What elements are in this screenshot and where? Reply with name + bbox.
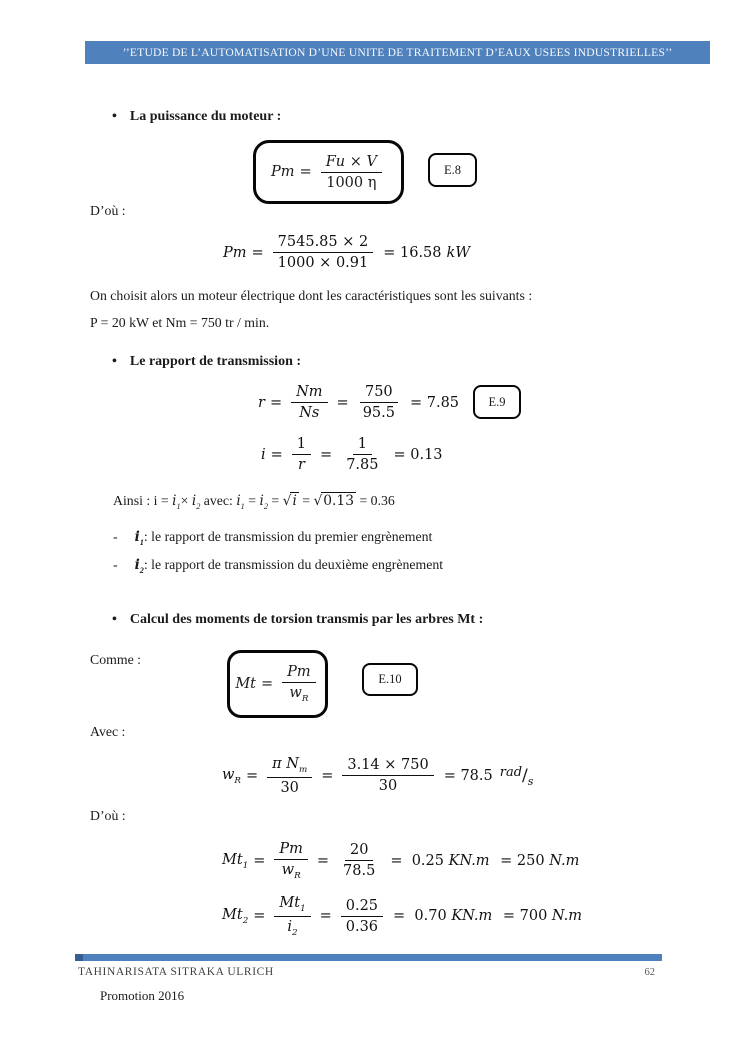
fraction-numerator: 1 xyxy=(292,436,311,455)
radicand: i xyxy=(292,493,297,509)
text-fragment: Ainsi : i = xyxy=(113,493,173,508)
fraction-denominator: 78.5 xyxy=(343,863,376,880)
math-var xyxy=(222,907,248,926)
subscript: 1 xyxy=(240,501,245,511)
math-unit-rad-per-s xyxy=(500,766,534,786)
unit-denominator: s xyxy=(527,774,534,788)
subscript: R xyxy=(294,870,301,881)
unit-slash: / xyxy=(522,765,528,786)
fraction-numerator xyxy=(274,895,310,917)
fraction-numerator: 0.25 xyxy=(341,898,383,917)
subscript: 2 xyxy=(196,501,201,511)
equation-pm-value xyxy=(223,234,470,271)
equation-wr xyxy=(222,756,533,796)
math-var: Mt xyxy=(235,676,256,692)
math-var: w xyxy=(289,685,302,702)
math-result: = 0.25 xyxy=(390,852,449,869)
math-var: Mt xyxy=(279,895,301,911)
subscript: 2 xyxy=(139,565,144,575)
math-result: = 0.13 xyxy=(393,446,443,463)
footer-divider-cap xyxy=(75,954,83,961)
equals-sign: = xyxy=(267,493,283,508)
footer-author: TAHINARISATA SITRAKA ULRICH xyxy=(78,966,274,978)
fraction xyxy=(274,895,310,938)
equation-label-e8 xyxy=(428,153,477,187)
equation-i xyxy=(261,436,443,473)
equals-sign: = xyxy=(320,446,333,463)
math-var: Pm xyxy=(271,164,295,180)
label-text: E.9 xyxy=(488,394,506,409)
heading-text: Calcul des moments de torsion transmis par les arbres Mt : xyxy=(129,612,484,627)
equals-sign: = xyxy=(321,767,334,784)
fraction xyxy=(321,154,382,191)
formula-box-e8 xyxy=(253,140,404,204)
equals-sign: = xyxy=(316,852,330,869)
fraction-numerator: 750 xyxy=(360,384,398,403)
math-var: i xyxy=(134,529,140,545)
footer-divider xyxy=(75,954,662,961)
math-result: = 250 xyxy=(495,852,550,869)
fraction-denominator xyxy=(277,860,306,881)
fraction-denominator: 1000 η xyxy=(326,174,377,191)
label-text: E.10 xyxy=(378,672,402,686)
fraction xyxy=(338,842,380,879)
subscript: m xyxy=(298,764,308,775)
subscript: R xyxy=(301,693,309,704)
math-var: r xyxy=(258,394,265,411)
math-result: = 0.70 xyxy=(393,908,452,925)
math-var: i xyxy=(261,446,266,463)
connector-comme: Comme : xyxy=(90,652,141,667)
formula-box-e10 xyxy=(227,650,328,718)
equals-sign: = xyxy=(253,852,266,869)
unit-numerator: rad xyxy=(499,764,523,780)
math-var: w xyxy=(222,766,235,783)
equation-label-e9 xyxy=(473,385,521,419)
fraction-numerator xyxy=(267,756,312,778)
subscript: 1 xyxy=(242,860,249,871)
subscript: 1 xyxy=(139,537,144,547)
subscript: 1 xyxy=(176,501,181,511)
footer-promotion: Promotion 2016 xyxy=(100,988,185,1003)
line-ainsi xyxy=(113,493,395,511)
header-title: ’’ETUDE DE L’AUTOMATISATION D’UNE UNITE DE TRAITEMENT D’EAUX USEES INDUSTRIELLES’’ xyxy=(122,46,673,59)
fraction xyxy=(267,756,312,796)
fraction xyxy=(341,898,383,935)
fraction-denominator: 95.5 xyxy=(362,405,395,421)
fraction-numerator: Nm xyxy=(291,384,327,403)
dash-marker: - xyxy=(113,529,118,544)
label-text: E.8 xyxy=(443,162,461,177)
text-fragment: avec: xyxy=(200,493,237,508)
fraction xyxy=(273,234,374,271)
fraction-numerator: Pm xyxy=(282,664,316,683)
equation-mt1 xyxy=(222,841,579,881)
math-var: i xyxy=(259,493,264,509)
fraction-numerator: Fu × V xyxy=(321,154,382,173)
fraction-numerator: Pm xyxy=(274,841,308,860)
subscript: 2 xyxy=(292,927,298,938)
fraction xyxy=(291,384,327,421)
fraction-denominator: 1000 × 0.91 xyxy=(277,255,369,271)
subscript: 2 xyxy=(242,915,249,926)
math-unit: N.m xyxy=(549,852,580,869)
fraction xyxy=(341,436,383,473)
fraction xyxy=(292,436,311,473)
math-var: i xyxy=(287,918,293,935)
footer-page-number: 62 xyxy=(644,967,655,978)
equals-sign: = xyxy=(269,394,283,411)
math-var: i xyxy=(172,493,177,509)
math-var: Pm xyxy=(223,244,247,261)
fraction-denominator: 30 xyxy=(280,779,299,796)
equals-sign: = xyxy=(253,908,266,925)
equation-r xyxy=(258,384,459,421)
equation-label-e10 xyxy=(362,663,418,696)
math-result: = 78.5 xyxy=(443,767,493,784)
subscript: 1 xyxy=(300,903,306,914)
fraction-numerator: 7545.85 × 2 xyxy=(273,234,374,253)
heading-text: Le rapport de transmission : xyxy=(129,354,302,369)
equals-sign: = xyxy=(244,493,260,508)
fraction-denominator: 30 xyxy=(378,778,398,795)
paragraph-motor-choice: On choisit alors un moteur électrique dont les caractéristiques sont les suivants : xyxy=(90,288,533,303)
bullet-icon: • xyxy=(112,109,117,124)
math-result: = 0.36 xyxy=(356,493,395,508)
fraction xyxy=(342,757,433,794)
section-heading-torsion xyxy=(112,612,483,628)
math-unit: KN.m xyxy=(448,852,490,869)
math-result: = 16.58 xyxy=(383,244,442,261)
dash-marker: - xyxy=(113,557,118,572)
definition-body xyxy=(135,557,444,575)
subscript: R xyxy=(234,775,241,786)
equation-mt2 xyxy=(222,895,582,938)
heading-text: La puissance du moteur : xyxy=(129,109,282,124)
definition-body xyxy=(135,529,433,547)
fraction-denominator: 7.85 xyxy=(346,457,379,473)
equals-sign: = xyxy=(319,908,332,925)
fraction-denominator xyxy=(284,683,313,704)
fraction-denominator xyxy=(282,917,302,938)
equals-sign: = xyxy=(299,164,312,180)
fraction-numerator: 1 xyxy=(353,436,372,455)
definition-i2 xyxy=(113,557,443,575)
math-unit: KN.m xyxy=(451,908,493,925)
bullet-icon: • xyxy=(112,354,117,369)
definition-text: : le rapport de transmission du deuxième engrènement xyxy=(143,557,444,572)
connector-dou-2: D’où : xyxy=(90,808,126,823)
connector-dou-1: D’où : xyxy=(90,203,126,218)
times-sign: × xyxy=(180,493,192,508)
math-result: = 7.85 xyxy=(409,394,460,411)
fraction-numerator: 20 xyxy=(345,842,373,861)
math-unit: N.m xyxy=(551,908,583,925)
math-var: i xyxy=(134,557,140,573)
equals-sign: = xyxy=(251,244,264,261)
section-heading-ratio xyxy=(112,354,301,370)
fraction xyxy=(274,841,308,881)
fraction-denominator: Ns xyxy=(299,405,320,421)
fraction xyxy=(358,384,400,421)
equals-sign: = xyxy=(261,676,274,692)
equals-sign: = xyxy=(245,767,259,784)
connector-avec: Avec : xyxy=(90,724,126,739)
math-var: Mt xyxy=(222,906,243,923)
math-var: Mt xyxy=(222,851,243,868)
paragraph-motor-specs: P = 20 kW et Nm = 750 tr / min. xyxy=(90,315,270,330)
definition-i1 xyxy=(113,529,432,547)
math-var: i xyxy=(191,493,197,509)
equals-sign: = xyxy=(298,493,314,508)
math-var: i xyxy=(236,493,241,509)
fraction-numerator: 3.14 × 750 xyxy=(342,757,433,776)
radicand: 0.13 xyxy=(323,493,354,509)
fraction-denominator: 0.36 xyxy=(345,918,379,935)
math-unit: kW xyxy=(446,244,471,261)
math-result: = 700 xyxy=(498,908,552,925)
fraction xyxy=(282,664,316,704)
math-var xyxy=(222,767,241,786)
subscript: 2 xyxy=(263,501,268,511)
section-heading-power xyxy=(112,109,281,125)
page-header-bar xyxy=(85,41,710,64)
definition-text: : le rapport de transmission du premier engrènement xyxy=(143,529,433,544)
sqrt-symbol: √ xyxy=(282,493,292,509)
math-var xyxy=(222,852,248,871)
math-var: π N xyxy=(272,756,299,772)
math-var: w xyxy=(281,862,295,878)
bullet-icon: • xyxy=(112,612,117,627)
sqrt-symbol: √ xyxy=(313,493,323,509)
equals-sign: = xyxy=(336,394,349,411)
fraction-denominator: r xyxy=(297,457,305,473)
equals-sign: = xyxy=(270,446,283,463)
